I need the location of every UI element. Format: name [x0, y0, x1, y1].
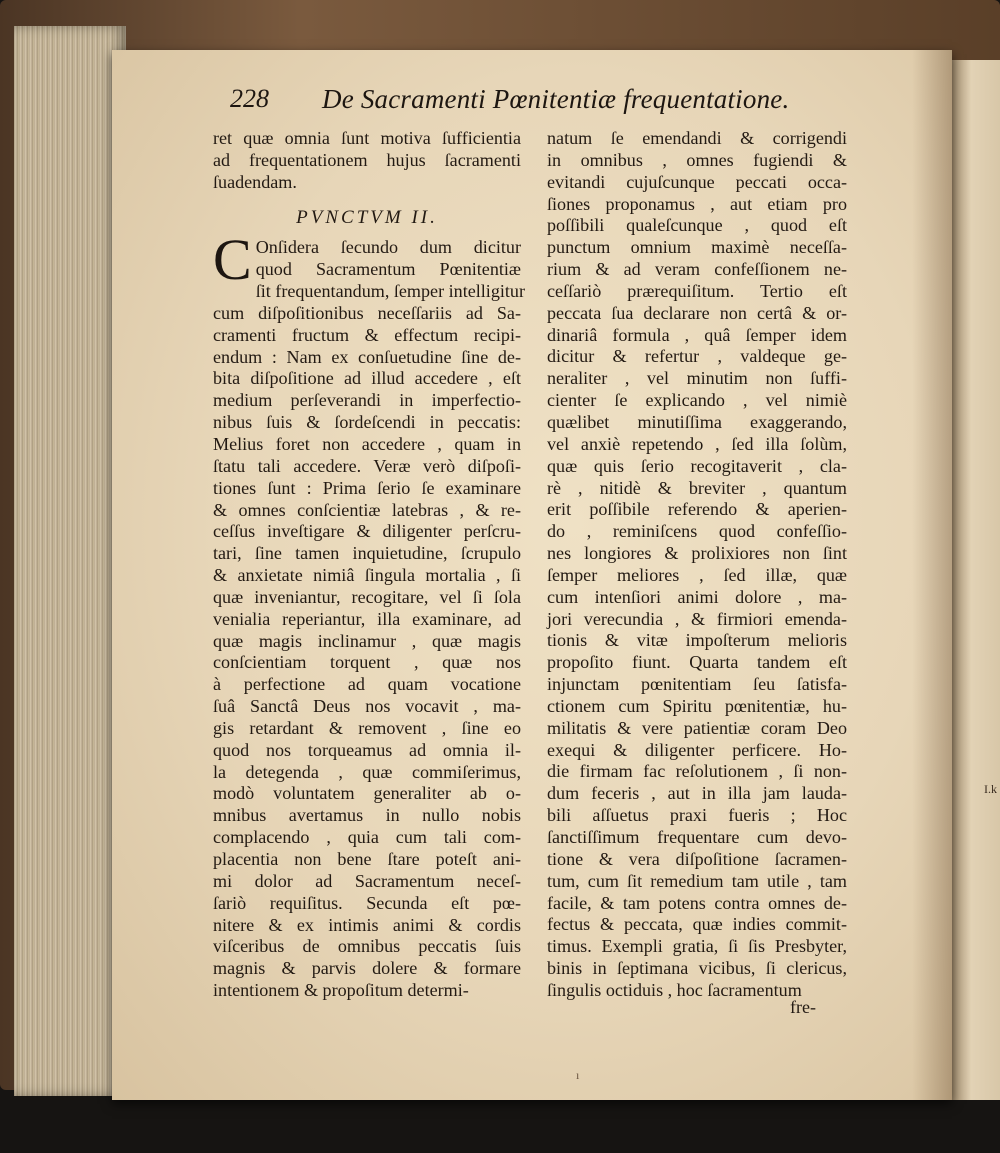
- text-line: militatis & vere patientiæ coram Deo: [547, 717, 847, 738]
- page-header: [230, 84, 930, 124]
- text-line: dinariâ formula , quâ ſemper idem: [547, 324, 847, 345]
- text-line: nitere & ex intimis animi & cordis: [213, 914, 521, 935]
- text-line: tione & vera diſpoſitione ſacramen-: [547, 848, 847, 869]
- text-line: quælibet minutiſſima exaggerando,: [547, 411, 847, 432]
- right-body: [547, 128, 847, 1002]
- text-line: evitandi cujuſcunque peccati occa-: [547, 171, 847, 192]
- text-line: propoſito fiunt. Quarta tandem eſt: [547, 652, 847, 673]
- text-line: vel anxiè repetendo , ſed illa ſolùm,: [547, 433, 847, 454]
- text-line: punctum omnium maximè neceſſa-: [547, 237, 847, 258]
- text-line: die firmam fac reſolutionem , ſi non-: [547, 761, 847, 782]
- text-line: tari, ſine tamen inquietudine, ſcrupulo: [213, 543, 521, 564]
- text-line: & omnes conſcientiæ latebras , & re-: [213, 499, 521, 520]
- text-line: ceſſus inveſtigare & diligenter perſcru-: [213, 521, 521, 542]
- text-line: quæ inveniantur, recogitare, vel ſi ſola: [213, 586, 521, 607]
- text-line: cienter ſe explicando , vel nimiè: [547, 390, 847, 411]
- text-line: cum diſpoſitionibus neceſſariis ad Sa-: [213, 302, 521, 323]
- drop-cap: C: [213, 227, 252, 293]
- text-line: ſtatu tali accedere. Veræ verò diſpoſi-: [213, 455, 521, 476]
- text-line: mi dolor ad Sacramentum neceſ-: [213, 870, 521, 891]
- text-line: ſingulis octiduis , hoc ſacramentum: [547, 979, 802, 1000]
- catchword: fre-: [790, 997, 816, 1017]
- text-line: venialia reperiantur, illa examinare, ad: [213, 608, 521, 629]
- text-line: ſiones proponamus , aut etiam pro: [547, 193, 847, 214]
- text-line: dum feceris , aut in illa jam lauda-: [547, 783, 847, 804]
- text-line: ceſſariò prærequiſitum. Tertio eſt: [547, 280, 847, 301]
- text-line: fectus & peccata, quæ indies commit-: [547, 914, 847, 935]
- text-line: complacendo , quia cum tali com-: [213, 827, 521, 848]
- text-line: placentia non bene ſtare poteſt ani-: [213, 849, 521, 869]
- text-line: poſſibili qualeſcunque , quod eſt: [547, 215, 847, 236]
- page-number: 228: [230, 84, 269, 113]
- right-column: [547, 128, 847, 1002]
- text-line: natum ſe emendandi & corrigendi: [547, 128, 847, 148]
- text-line: dicitur & refertur , valdeque ge-: [547, 346, 847, 367]
- text-line: nibus ſuis & ſordeſcendi in peccatis:: [213, 412, 521, 433]
- text-line: & anxietate nimiâ ſingula mortalia , ſi: [213, 565, 521, 586]
- text-line: quæ quis ſerio recogitaverit , cla-: [547, 455, 847, 476]
- text-line: facile, & tam potens contra omnes de-: [547, 892, 847, 913]
- text-line: magnis & parvis dolere & formare: [213, 958, 521, 979]
- section-heading: PVNCTVM II.: [296, 206, 438, 228]
- text-line: gis retardant & removent , ſine eo: [213, 717, 521, 738]
- text-line: do , reminiſcens quod confeſſio-: [547, 521, 847, 542]
- text-line: ſuâ Sanctâ Deus nos vocavit , ma-: [213, 696, 521, 717]
- text-line: nes longiores & prolixiores non ſint: [547, 543, 847, 564]
- text-line: à perfectione ad quam vocatione: [213, 674, 521, 695]
- text-line: erit poſſibile referendo & aperien-: [547, 499, 847, 520]
- text-line: ſemper meliores , ſed illæ, quæ: [547, 564, 847, 585]
- text-line: conſcientiam torquent , quæ nos: [213, 652, 521, 673]
- text-line: Onſidera ſecundo dum dicitur: [255, 237, 521, 258]
- text-line: bita diſpoſitione ad illud accedere , eſt: [213, 368, 521, 389]
- text-line: la detegenda , quæ commiſerimus,: [213, 761, 521, 782]
- text-line: tum, cum ſit remedium tam utile , tam: [547, 870, 847, 891]
- text-line: bili aſſuetus praxi fueris ; Hoc: [547, 805, 847, 826]
- page-mark: ı: [576, 1068, 580, 1082]
- text-line: ſariò requiſitus. Secunda eſt pœ-: [213, 892, 521, 913]
- text-line: timus. Exempli gratia, ſi ſis Presbyter,: [547, 936, 847, 957]
- text-line: viſceribus de omnibus peccatis ſuis: [213, 936, 521, 957]
- text-line: rè , nitidè & breviter , quantum: [547, 477, 847, 498]
- text-line: quod nos torqueamus ad omnia il-: [213, 739, 521, 760]
- text-line: in omnibus , omnes fugiendi &: [547, 149, 847, 170]
- text-line: tionis & vitæ impoſterum melioris: [547, 630, 847, 651]
- text-line: cramenti fructum & effectum recipi-: [213, 324, 521, 345]
- text-line: Melius foret non accedere , quam in: [213, 433, 521, 454]
- text-line: mnibus avertamus in nullo nobis: [213, 805, 521, 826]
- text-line: quæ magis inclinamur , quæ magis: [213, 630, 521, 651]
- text-line: tiones ſunt : Prima ſerio ſe examinare: [213, 477, 521, 498]
- text-line: intentionem & propoſitum determi-: [213, 980, 469, 1001]
- text-line: ad frequentationem hujus ſacramenti: [213, 149, 521, 170]
- text-line: neraliter , vel minutim non ſuffi-: [547, 368, 847, 389]
- text-line: binis in ſeptimana vicibus, ſi clericus,: [547, 958, 847, 979]
- text-line: ſuadendam.: [213, 171, 297, 192]
- text-line: cum intenſiori animi dolore , ma-: [547, 586, 847, 607]
- facing-page-mark: I.k: [984, 782, 997, 796]
- text-line: rium & ad veram confeſſionem ne-: [547, 259, 847, 280]
- page-edges: [14, 26, 126, 1096]
- text-line: modò voluntatem generaliter ab o-: [213, 783, 521, 804]
- text-line: exequi & diligenter perficere. Ho-: [547, 739, 847, 760]
- text-line: medium perſeverandi in imperfectio-: [213, 390, 521, 411]
- text-line: injunctam pœnitentiam ſeu ſatisfa-: [547, 674, 847, 695]
- text-line: peccata ſua declarare non certâ & or-: [547, 302, 847, 323]
- text-line: ctionem cum Spiritu pœnitentiæ, hu-: [547, 695, 847, 716]
- running-title: De Sacramenti Pœnitentiæ frequentatione.: [322, 84, 790, 114]
- text-line: ſit frequentandum, ſemper intelligitur: [255, 281, 526, 302]
- text-line: quod Sacramentum Pœnitentiæ: [255, 259, 521, 280]
- text-line: jori verecundia , & firmiori emenda-: [547, 608, 847, 629]
- text-line: ſanctiſſimum frequentare cum devo-: [547, 827, 847, 847]
- text-line: endum : Nam ex conſuetudine ſine de-: [213, 346, 521, 367]
- left-column: [213, 128, 526, 1002]
- left-body: [213, 227, 526, 1002]
- facing-page-edge: [952, 60, 1000, 1100]
- text-line: ret quæ omnia ſunt motiva ſufficientia: [213, 128, 521, 148]
